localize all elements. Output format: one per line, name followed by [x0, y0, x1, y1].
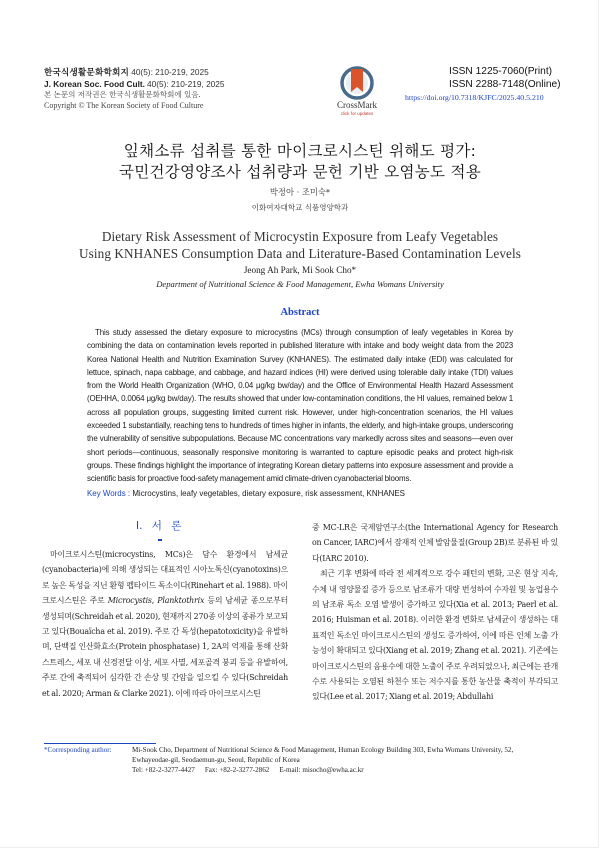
journal-name-ko: 한국식생활문화학회지	[44, 68, 130, 78]
issn-block	[405, 66, 595, 103]
body-paragraph	[42, 547, 288, 701]
species-name: Microcystis	[107, 596, 152, 606]
footnote-tel: Tel: +82-2-3277-4427	[132, 766, 195, 774]
footnote-fax: Fax: +82-2-3277-2862	[204, 766, 270, 774]
journal-line-ko	[44, 67, 324, 79]
keywords-list: Microcystins, leafy vegetables, dietary exposure, risk assessment, KNHANES	[132, 489, 405, 498]
journal-line-en	[44, 79, 324, 91]
authors-korean: 박정아 · 조미숙*	[269, 187, 331, 197]
copyright-ko: 본 논문의 저작권은 한국식생활문화학회에 있음.	[44, 90, 201, 100]
keywords-label: Key Words :	[87, 489, 131, 498]
keywords	[87, 488, 517, 499]
body-paragraph: 최근 기후 변화에 따라 전 세계적으로 강수 패턴의 변화, 고온 현상 지속, 수체 내 영양물질 증가 등으로 남조류가 대량 번성하여 수자원 및 농업용수의 남조류 독소 오염 발생이 증가하고 있다(Xia et al. 2013; Paerl et al. 2016; Huisman et al. 2018). 이러한 환경 변화로 남세균이 생성하는 대표적인 독소인 마이크로시스틴의 생성도 증가하여, 이에 따른 인체 노출 가능성이 확대되고 있다(Xiang et al. 2019; Zhang et al. 2021). 기존에는 마이크로시스틴의 음용수에 대한 노출이 주로 우려되었으나, 최근에는 관개수로 사용되는 오염된 하천수 또는 저수지를 통한 농산물 축적이 부각되고 있다(Lee et al. 2017; Xiang et al. 2019; Abdullahi	[312, 569, 558, 702]
crossmark-logo-icon	[340, 66, 374, 100]
body-column-left	[42, 547, 288, 733]
footnote-contact	[44, 765, 584, 775]
issn-print: ISSN 1225-7060(Print)	[449, 66, 553, 77]
title-korean	[0, 141, 600, 183]
authors-english: Jeong Ah Park, Mi Sook Cho*	[243, 265, 357, 275]
footnote-line2: Ewhayeodae-gil, Seodaemun-gu, Seoul, Republic of Korea	[132, 756, 300, 764]
section-heading-introduction: I. 서 론	[136, 520, 182, 532]
footnote-label: *Corresponding author:	[44, 746, 112, 754]
crossmark-label: CrossMark	[337, 100, 377, 110]
footnote-line1: Mi-Sook Cho, Department of Nutritional Science & Food Management, Human Ecology Building 303, Ewha Womans University, 52,	[132, 746, 514, 754]
title-english	[0, 228, 600, 262]
affiliation-english: Department of Nutritional Science & Food Management, Ewha Womans University	[156, 279, 444, 289]
affiliation-korean: 이화여자대학교 식품영양학과	[251, 203, 349, 212]
section-marker	[158, 539, 162, 541]
footnote-email[interactable]: E-mail: misocho@ewha.ac.kr	[279, 766, 364, 774]
title-ko-line1: 잎채소류 섭취를 통한 마이크로시스틴 위해도 평가:	[123, 142, 477, 160]
journal-header	[44, 67, 324, 111]
copyright-en: Copyright © The Korean Society of Food Culture	[44, 100, 204, 110]
abstract-text: This study assessed the dietary exposure to microcystins (MCs) through consumption of leafy vegetables in Korea by combining the data on contamination levels reported in published literature with intake and body weight data from the 2023 Korea National Health and Nutrition Examination Survey (KNHANES). The estimated daily intake (EDI) was calculated for lettuce, spinach, napa cabbage, and cabbage, and hazard indices (HI) were derived using tolerable daily intake (TDI) values from the World Health Organization (WHO, 0.04 μg/kg bw/day) and the Office of Environmental Health Hazard Assessment (OEHHA, 0.0064 μg/kg bw/day). The results showed that under low-contamination conditions, the HI values, remained below 1 across all population groups, suggesting limited current risk. However, under high-concentration scenarios, the HI values exceeded 1 substantially, reaching tens to hundreds of times higher in infants, the elderly, and high-intake groups, underscoring the vulnerability of sensitive subpopulations. Because MC concentrations vary markedly across sites and seasons—even over short periods—continuous, seasonally responsive monitoring is warranted to capture episodic peaks and protect high-risk groups. These findings highlight the importance of integrating Korean dietary patterns into exposure assessment and provide a scientific basis for proactive food-safety management amid climate-driven cyanobacterial blooms.	[87, 328, 513, 484]
corresponding-author-footnote	[44, 745, 584, 775]
body-text: 등의 남세균 종으로부터 생성되며(Schreidah et al. 2020), 현재까지 270종 이상의 종류가 보고되고 있다(Bouaïcha et al. 2019). 주로 간 독성(hepatotoxicity)을 유발하며, 단백질 인산화효소(Protein phosphatase) 1, 2A의 억제를 통해 산화 스트레스, 세포 내 신경전달 이상, 세포 사멸, 세포골격 붕괴 등을 유발하여, 주로 간에 축적되어 심각한 간 손상 및 간암을 일으킬 수 있다(Schreidah et al. 2020; Arman & Clarke 2021). 이에 따라 마이크로시스틴	[42, 596, 288, 698]
body-column-right	[312, 520, 558, 735]
issn-online: ISSN 2288-7148(Online)	[449, 78, 561, 90]
journal-name-en: J. Korean Soc. Food Cult.	[44, 78, 145, 89]
crossmark-badge[interactable]	[331, 66, 383, 117]
doi-link[interactable]: https://doi.org/10.7318/KJFC/2025.40.5.210	[405, 93, 544, 103]
species-name: Planktothrix	[157, 596, 205, 606]
body-text: 마이크로시스틴(microcystins, MCs)은 담수 환경에서 남세균(cyanobacteria)에 의해 생성되는 대표적인 시아노톡신(cyanotoxins)으로 높은 독성을 지닌 환형 펩타이드 독소이다(Rinehart et al. 1988). 마이크로시스틴은 주로	[42, 550, 288, 606]
footnote-divider	[44, 743, 156, 744]
abstract-heading: Abstract	[280, 307, 320, 318]
title-en-line2: Using KNHANES Consumption Data and Literature-Based Contamination Levels	[79, 246, 521, 261]
journal-volume-ko: 40(5): 210-219, 2025	[131, 67, 209, 77]
title-ko-line2: 국민건강영양조사 섭취량과 문헌 기반 오염농도 적용	[118, 163, 482, 181]
journal-volume-en: 40(5): 210-219, 2025	[147, 78, 225, 89]
title-en-line1: Dietary Risk Assessment of Microcystin Exposure from Leafy Vegetables	[101, 229, 499, 244]
body-paragraph: 중 MC-LR은 국제암연구소(the International Agency for Research on Cancer, IARC)에서 잠재적 인체 발암물질(Group 2B)로 분류된 바 있다(IARC 2010).	[312, 523, 558, 563]
crossmark-sublabel: click for updates	[340, 111, 374, 116]
body-text: ,	[151, 596, 158, 606]
